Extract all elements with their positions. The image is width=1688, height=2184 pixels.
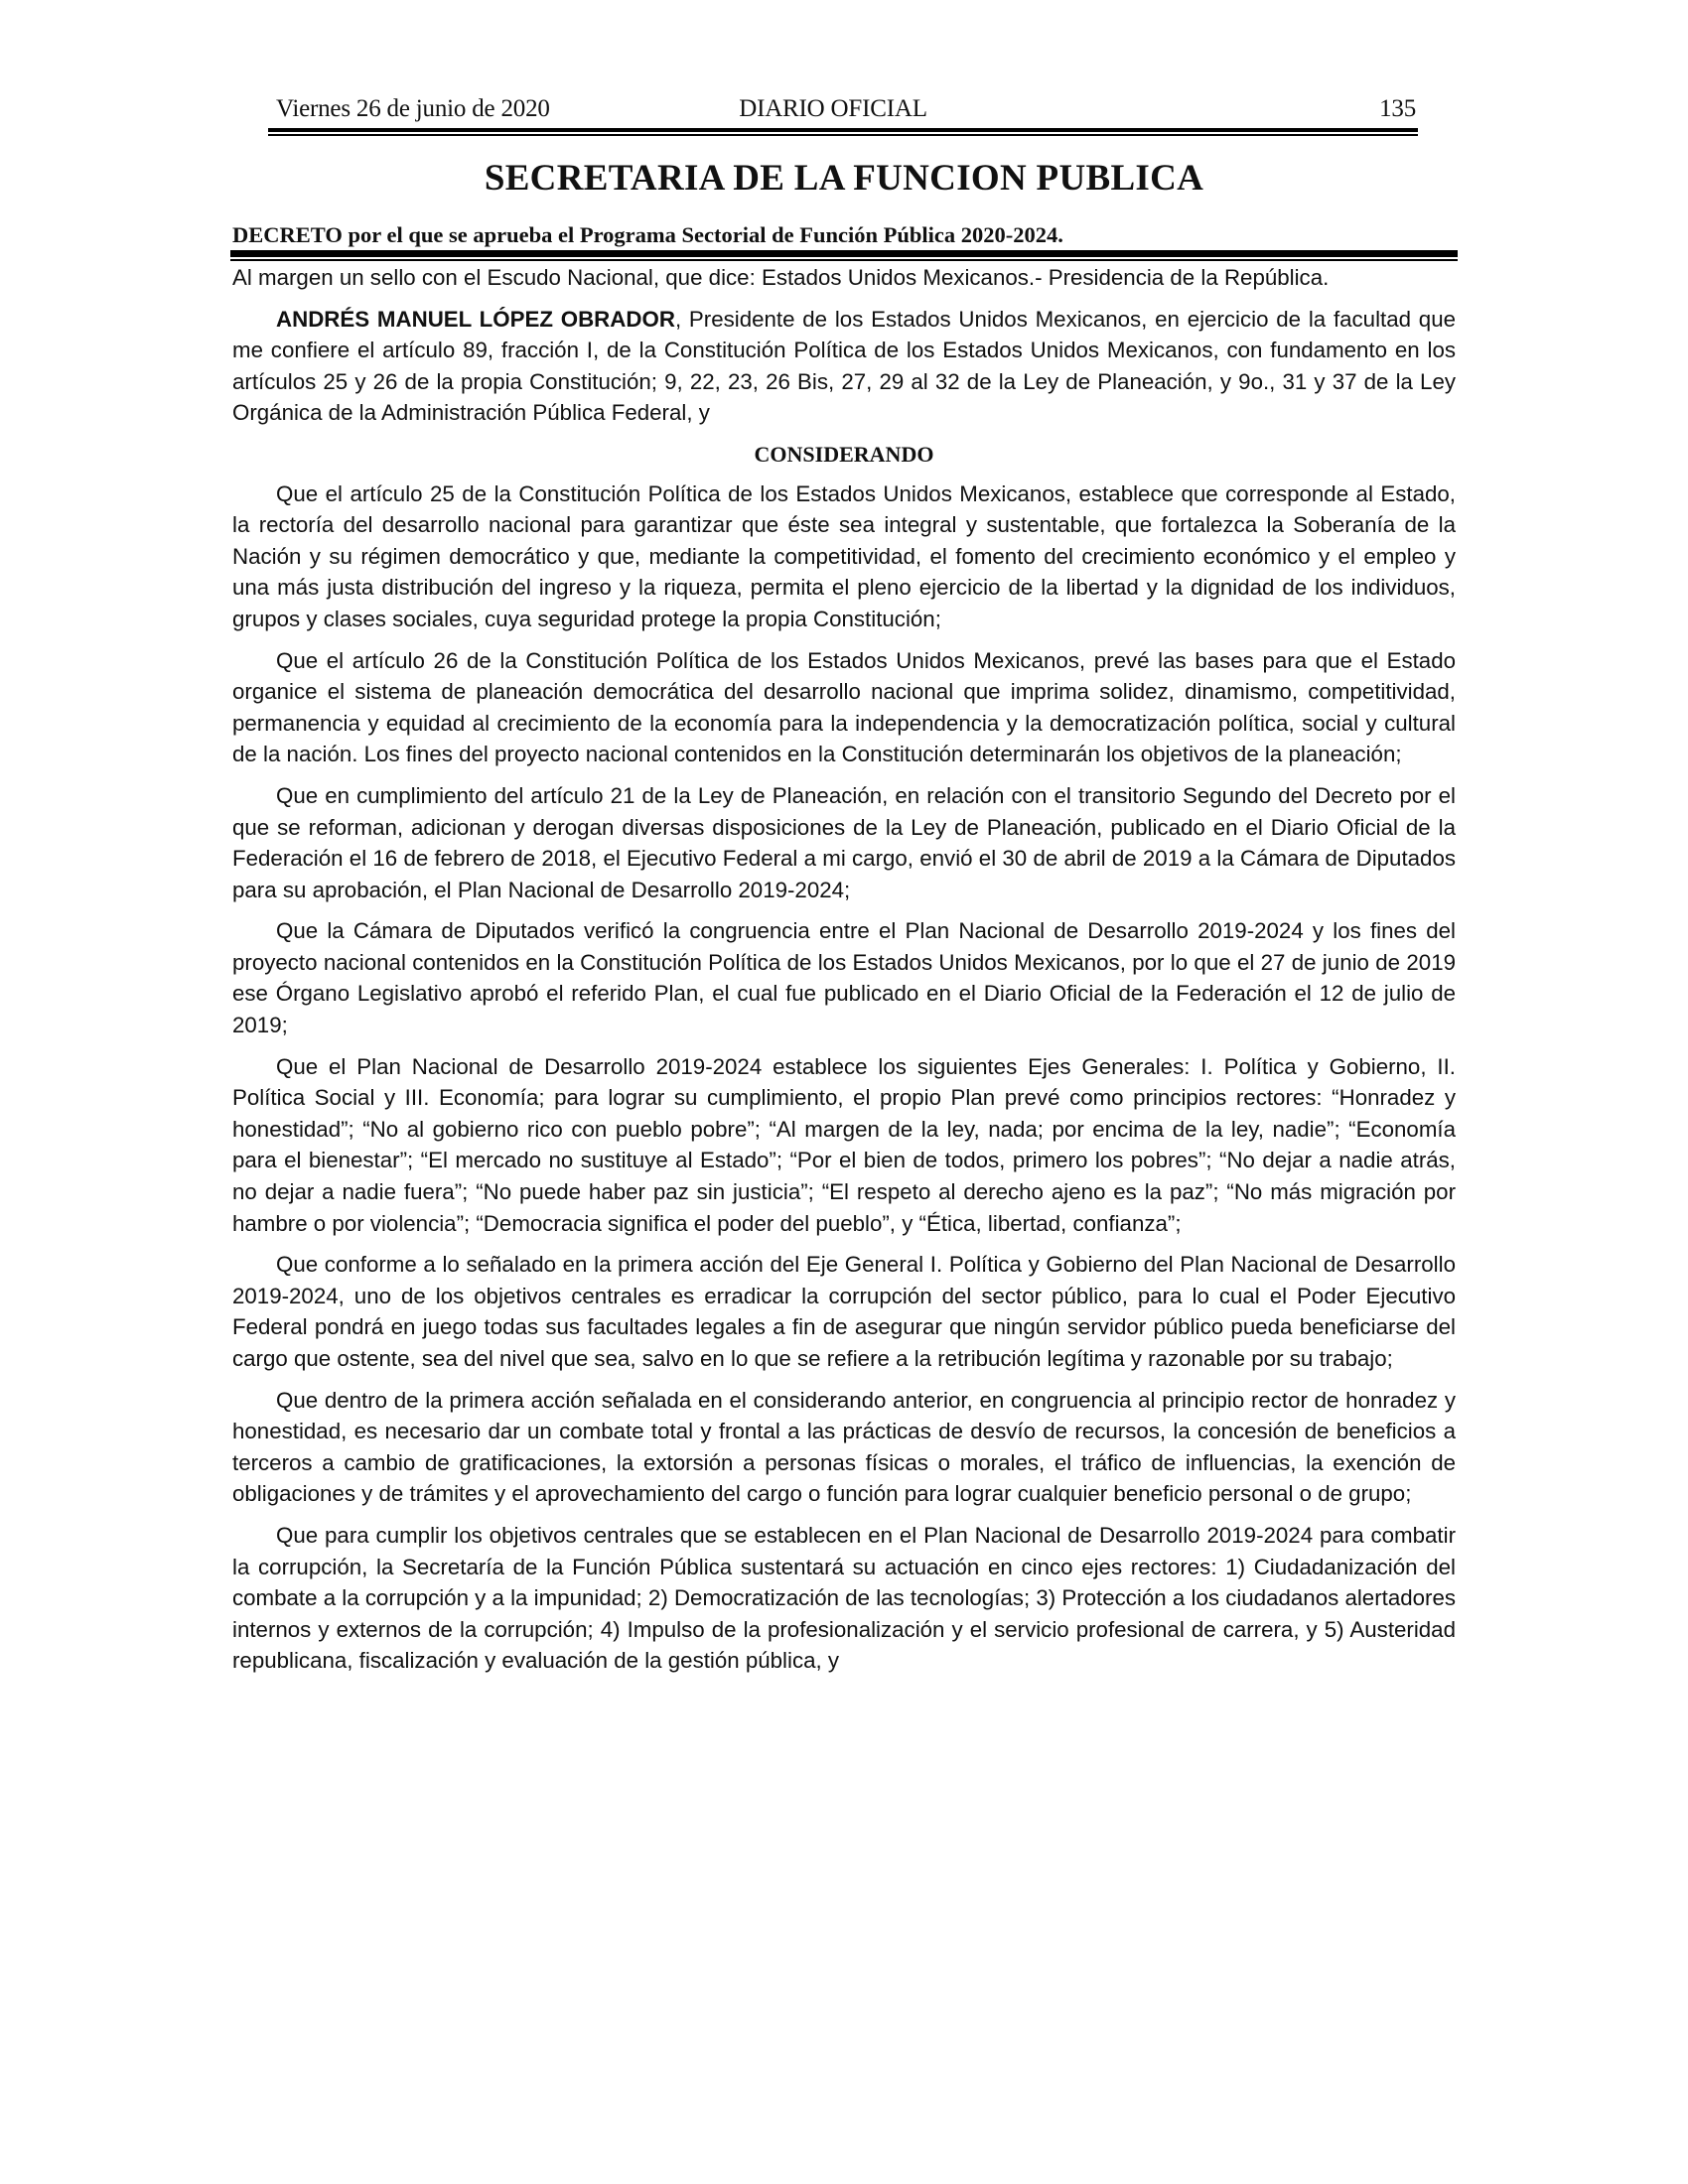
header-page-number: 135 [1379, 95, 1416, 122]
considerando-paragraph: Que en cumplimiento del artículo 21 de la Ley de Planeación, en relación con el transitorio Segundo del Decreto por el que se reforman, adicionan y derogan diversas disposiciones de la Ley de Planeación, publicado en el Diario Oficial de la Federación el 16 de febrero de 2018, el Ejecutivo Federal a mi cargo, envió el 30 de abril de 2019 a la Cámara de Diputados para su aprobación, el Plan Nacional de Desarrollo 2019-2024; [232, 782, 1456, 902]
preamble-paragraph [232, 304, 1456, 429]
header-rule-thin [268, 134, 1418, 136]
considerando-paragraph: Que el artículo 26 de la Constitución Política de los Estados Unidos Mexicanos, prevé las bases para que el Estado organice el sistema de planeación democrática del desarrollo nacional que imprima solidez, dinamismo, competitividad, permanencia y equidad al crecimiento de la economía para la independencia y la democratización política, social y cultural de la nación. Los fines del proyecto nacional contenidos en la Constitución determinarán los objetivos de la planeación; [232, 647, 1456, 767]
running-header [268, 95, 1418, 129]
section-title: SECRETARIA DE LA FUNCION PUBLICA [484, 158, 1204, 199]
considerando-paragraph: Que el artículo 25 de la Constitución Política de los Estados Unidos Mexicanos, establece que corresponde al Estado, la rectoría del desarrollo nacional para garantizar que éste sea integral y sustentable, que fortalezca la Soberanía de la Nación y su régimen democrático y que, mediante la competitividad, el fomento del crecimiento económico y el empleo y una más justa distribución del ingreso y la riqueza, permita el pleno ejercicio de la libertad y la dignidad de los individuos, grupos y clases sociales, cuya seguridad protege la propia Constitución; [232, 480, 1456, 631]
considerando-heading: CONSIDERANDO [754, 441, 934, 467]
decree-rule-thin [230, 259, 1458, 261]
president-name: ANDRÉS MANUEL LÓPEZ OBRADOR [276, 306, 675, 332]
preamble-text: , Presidente de los Estados Unidos Mexicanos, en ejercicio de la facultad que me confiere el artículo 89, fracción I, de la Constitución Política de los Estados Unidos Mexicanos, con fundamento en los artículos 25 y 26 de la propia Constitución; 9, 22, 23, 26 Bis, 27, 29 al 32 de la Ley de Planeación, y 9o., 31 y 37 de la Ley Orgánica de la Administración Pública Federal, y [232, 306, 1456, 426]
decree-title: DECRETO por el que se aprueba el Programa Sectorial de Función Pública 2020-2024. [232, 222, 1063, 247]
considerando-paragraph: Que la Cámara de Diputados verificó la congruencia entre el Plan Nacional de Desarrollo 2019-2024 y los fines del proyecto nacional contenidos en la Constitución Política de los Estados Unidos Mexicanos, por lo que el 27 de junio de 2019 ese Órgano Legislativo aprobó el referido Plan, el cual fue publicado en el Diario Oficial de la Federación el 12 de julio de 2019; [232, 918, 1456, 1038]
considerando-paragraph: Que conforme a lo señalado en la primera acción del Eje General I. Política y Gobierno del Plan Nacional de Desarrollo 2019-2024, uno de los objetivos centrales es erradicar la corrupción del sector público, para lo cual el Poder Ejecutivo Federal pondrá en juego todas sus facultades legales a fin de asegurar que ningún servidor público pueda beneficiarse del cargo que ostente, sea del nivel que sea, salvo en lo que se refiere a la retribución legítima y razonable por su trabajo; [232, 1252, 1456, 1371]
seal-paragraph: Al margen un sello con el Escudo Nacional, que dice: Estados Unidos Mexicanos.- Presidencia de la República. [232, 265, 1330, 290]
considerando-paragraph: Que dentro de la primera acción señalada en el considerando anterior, en congruencia al principio rector de honradez y honestidad, es necesario dar un combate total y frontal a las prácticas de desvío de recursos, la concesión de beneficios a terceros a cambio de gratificaciones, la extorsión a personas físicas o morales, el tráfico de influencias, la exención de obligaciones y de trámites y el aprovechamiento del cargo o función para lograr cualquier beneficio personal o de grupo; [232, 1387, 1456, 1507]
considerando-paragraph: Que para cumplir los objetivos centrales que se establecen en el Plan Nacional de Desarrollo 2019-2024 para combatir la corrupción, la Secretaría de la Función Pública sustentará su actuación en cinco ejes rectores: 1) Ciudadanización del combate a la corrupción y a la impunidad; 2) Democratización de las tecnologías; 3) Protección a los ciudadanos alertadores internos y externos de la corrupción; 4) Impulso de la profesionalización y el servicio profesional de carrera, y 5) Austeridad republicana, fiscalización y evaluación de la gestión pública, y [232, 1522, 1456, 1674]
document-body [232, 262, 1456, 1687]
header-journal-name: DIARIO OFICIAL [739, 95, 927, 122]
header-date: Viernes 26 de junio de 2020 [276, 95, 550, 122]
header-rule-thick [268, 128, 1418, 132]
considerando-paragraph: Que el Plan Nacional de Desarrollo 2019-2024 establece los siguientes Ejes Generales: I. Política y Gobierno, II. Política Social y III. Economía; para lograr su cumplimiento, el propio Plan prevé como principios rectores: “Honradez y honestidad”; “No al gobierno rico con pueblo pobre”; “Al margen de la ley, nada; por encima de la ley, nadie”; “Economía para el bienestar”; “El mercado no sustituye al Estado”; “Por el bien de todos, primero los pobres”; “No dejar a nadie atrás, no dejar a nadie fuera”; “No puede haber paz sin justicia”; “El respeto al derecho ajeno es la paz”; “No más migración por hambre o por violencia”; “Democracia significa el poder del pueblo”, y “Ética, libertad, confianza”; [232, 1053, 1456, 1236]
decree-rule-thick [230, 250, 1458, 257]
